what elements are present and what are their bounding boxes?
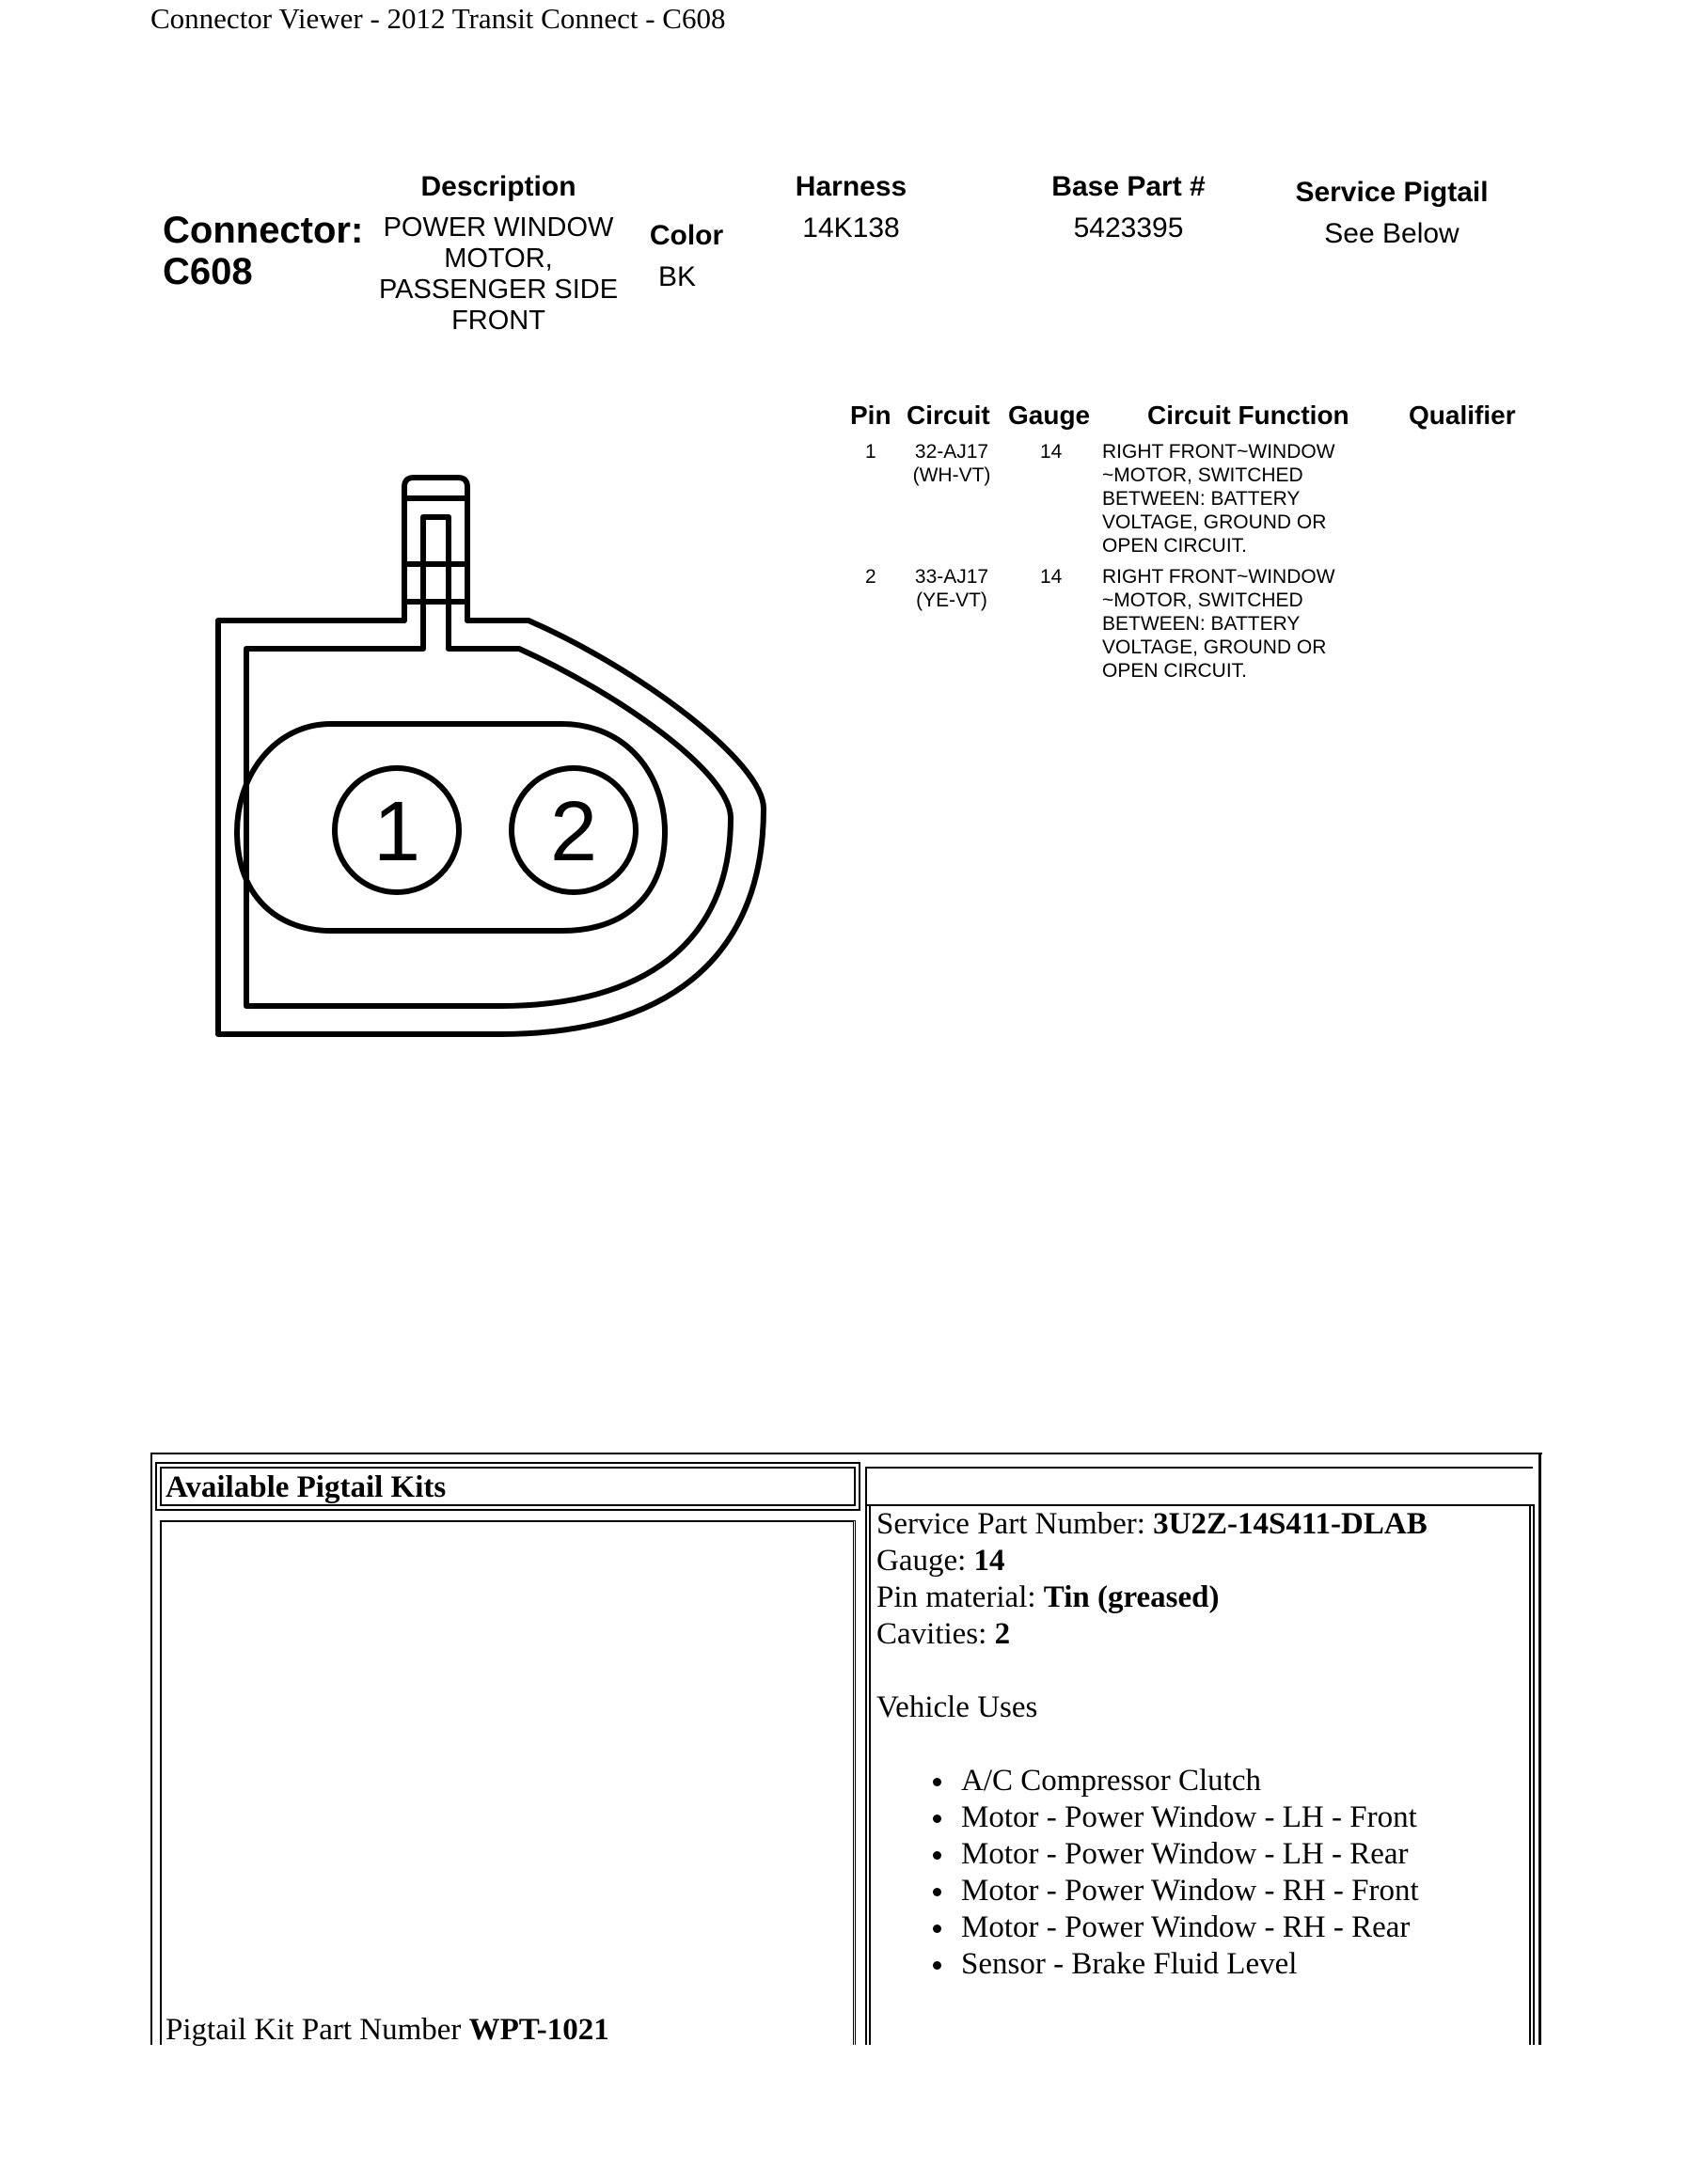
pigtail-table bbox=[150, 1453, 1542, 2045]
function-header: Circuit Function bbox=[1147, 401, 1349, 430]
description-line: FRONT bbox=[451, 306, 545, 336]
description-line: POWER WINDOW bbox=[383, 212, 614, 243]
list-item: Motor - Power Window - LH - Rear bbox=[961, 1836, 1525, 1873]
connector-diagram bbox=[209, 461, 773, 1062]
function-line: RIGHT FRONT~WINDOW bbox=[1102, 566, 1335, 588]
pigtail-image-cell bbox=[160, 1520, 856, 2045]
service-pigtail-value: See Below bbox=[1324, 218, 1459, 249]
pin-material-label: Pin material: bbox=[876, 1580, 1044, 1614]
pin-number: 1 bbox=[865, 441, 876, 463]
pin-header: Pin bbox=[850, 401, 891, 430]
housing-outer bbox=[218, 498, 764, 1034]
pigtail-header: Available Pigtail Kits bbox=[166, 1470, 447, 1504]
pigtail-details-cell bbox=[865, 1504, 1535, 2045]
description-line: PASSENGER SIDE bbox=[378, 275, 619, 305]
connector-id: C608 bbox=[163, 251, 253, 292]
table-frame-top bbox=[150, 1453, 1542, 1454]
service-part-number: 3U2Z-14S411-DLAB bbox=[1153, 1507, 1428, 1541]
function-line: OPEN CIRCUIT. bbox=[1102, 660, 1248, 682]
pin-1-label: 1 bbox=[372, 785, 421, 879]
circuit-code: 32-AJ17 bbox=[914, 441, 989, 463]
vehicle-uses-list bbox=[876, 1763, 1525, 1983]
pigtail-header-cell bbox=[160, 1467, 856, 1506]
function-cell bbox=[1102, 565, 1375, 683]
table-frame-left bbox=[150, 1453, 152, 2045]
list-item: Motor - Power Window - RH - Rear bbox=[961, 1909, 1525, 1946]
gauge-line bbox=[876, 1543, 1525, 1579]
lock-tab-inner bbox=[404, 564, 467, 602]
connector-label: Connector: bbox=[163, 210, 364, 251]
pin-material-value: Tin (greased) bbox=[1043, 1580, 1220, 1614]
cavities-line bbox=[876, 1616, 1525, 1653]
circuit-cell bbox=[905, 565, 999, 612]
harness-value: 14K138 bbox=[802, 212, 900, 244]
cavity-outline bbox=[237, 724, 665, 931]
vehicle-uses-label: Vehicle Uses bbox=[876, 1690, 1038, 1724]
pin-number: 2 bbox=[865, 566, 876, 588]
pin-cavities bbox=[335, 768, 636, 892]
list-item: A/C Compressor Clutch bbox=[961, 1763, 1525, 1799]
gauge-cell: 14 bbox=[1040, 566, 1063, 588]
circuit-color: (YE-VT) bbox=[916, 589, 987, 611]
circuit-cell bbox=[905, 440, 999, 487]
circuit-color: (WH-VT) bbox=[912, 464, 991, 486]
function-cell bbox=[1102, 440, 1375, 558]
list-item: Motor - Power Window - RH - Front bbox=[961, 1873, 1525, 1909]
pin-material-line bbox=[876, 1579, 1525, 1616]
lock-tab-outer bbox=[404, 478, 467, 498]
circuit-header: Circuit bbox=[907, 401, 990, 430]
circuit-code: 33-AJ17 bbox=[914, 566, 989, 588]
kit-number: WPT-1021 bbox=[468, 2013, 609, 2047]
pin-2-label: 2 bbox=[549, 785, 598, 879]
connector-description bbox=[367, 212, 630, 337]
gauge-header: Gauge bbox=[1008, 401, 1091, 430]
function-line: RIGHT FRONT~WINDOW bbox=[1102, 441, 1335, 463]
function-line: BETWEEN: BATTERY bbox=[1102, 613, 1301, 635]
gauge-label: Gauge: bbox=[876, 1544, 974, 1578]
service-part-line bbox=[876, 1506, 1525, 1543]
function-line: ~MOTOR, SWITCHED bbox=[1102, 464, 1303, 486]
color-header: Color bbox=[649, 220, 724, 251]
cavities-value: 2 bbox=[994, 1617, 1011, 1651]
base-part-value: 5423395 bbox=[1073, 212, 1184, 244]
table-frame-right bbox=[1538, 1453, 1541, 2045]
color-value: BK bbox=[657, 261, 697, 292]
function-line: BETWEEN: BATTERY bbox=[1102, 488, 1301, 510]
empty-header-cell bbox=[865, 1467, 1533, 1506]
gauge-cell: 14 bbox=[1040, 441, 1063, 463]
service-pigtail-header: Service Pigtail bbox=[1295, 177, 1489, 208]
gauge-value: 14 bbox=[973, 1544, 1005, 1578]
description-line: MOTOR, bbox=[444, 244, 553, 274]
list-item: Sensor - Brake Fluid Level bbox=[961, 1946, 1525, 1983]
pigtail-kit-number-line bbox=[166, 2012, 609, 2049]
description-header: Description bbox=[420, 171, 576, 202]
pigtail-details bbox=[871, 1504, 1529, 1983]
kit-number-label: Pigtail Kit Part Number bbox=[166, 2013, 469, 2047]
function-line: ~MOTOR, SWITCHED bbox=[1102, 589, 1303, 611]
page-title: Connector Viewer - 2012 Transit Connect - C608 bbox=[150, 2, 726, 35]
function-line: VOLTAGE, GROUND OR bbox=[1102, 511, 1327, 533]
qualifier-header: Qualifier bbox=[1409, 401, 1516, 430]
base-part-header: Base Part # bbox=[1051, 171, 1206, 202]
list-item: Motor - Power Window - LH - Front bbox=[961, 1799, 1525, 1836]
service-part-label: Service Part Number: bbox=[876, 1507, 1154, 1541]
function-line: VOLTAGE, GROUND OR bbox=[1102, 636, 1327, 658]
harness-header: Harness bbox=[795, 171, 907, 202]
cavities-label: Cavities: bbox=[876, 1617, 995, 1651]
function-line: OPEN CIRCUIT. bbox=[1102, 535, 1248, 557]
